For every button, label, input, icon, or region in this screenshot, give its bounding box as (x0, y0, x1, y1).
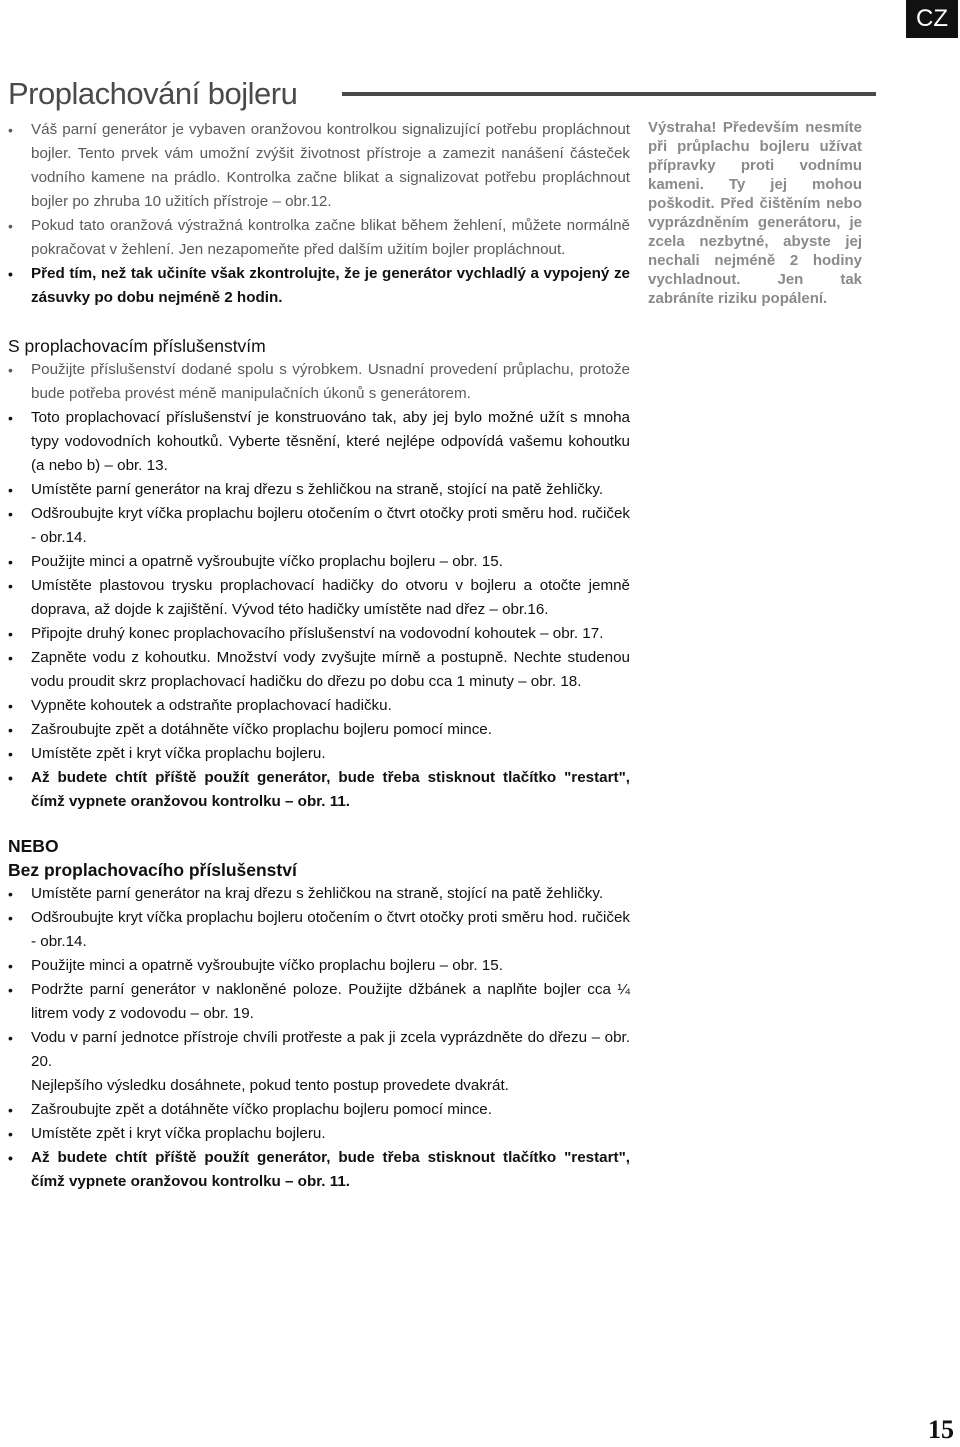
list-item: • Odšroubujte kryt víčka proplachu bojleru otočením o čtvrt otočky proti směru hod. ručiček - obr.14. (8, 502, 630, 550)
main-column (8, 118, 630, 1194)
warning-sidebar: Výstraha! Především nesmíte při průplachu bojleru užívat přípravky proti vodnímu kameni. Ty jej mohou poškodit. Před čištěním nebo vyprázdněním generátoru, je zcela nezbytné, abyste jej nechali nejméně 2 hodiny vychladnout. Jen tak zabráníte riziku popálení. (648, 119, 862, 307)
list-item: • Umístěte plastovou trysku proplachovací hadičky do otvoru v bojleru a otočte jemně doprava, až dojde k zajištění. Vývod této hadičky umístěte nad dřez – obr.16. (8, 574, 630, 622)
list-item: • Připojte druhý konec proplachovacího příslušenství na vodovodní kohoutek – obr. 17. (8, 622, 630, 646)
section-heading-without-accessory: Bez proplachovacího příslušenství (8, 860, 297, 880)
tip-note: Nejlepšího výsledku dosáhnete, pokud tento postup provedete dvakrát. (31, 1077, 509, 1094)
list-item: • Toto proplachovací příslušenství je konstruováno tak, aby jej bylo možné užít s mnoha typy vodovodních kohoutků. Vyberte těsnění, které nejlépe odpovídá vašemu kohoutku (a nebo b) – obr. 13. (8, 406, 630, 478)
language-badge: CZ (906, 0, 958, 38)
list-item: • Umístěte zpět i kryt víčka proplachu bojleru. (8, 742, 630, 766)
title-rule (342, 92, 876, 96)
list-item: • Umístěte parní generátor na kraj dřezu s žehličkou na straně, stojící na patě žehličky. (8, 882, 630, 906)
title-row (8, 76, 876, 116)
section-heading-with-accessory: S proplachovacím příslušenstvím (8, 336, 266, 356)
list-item: • Zašroubujte zpět a dotáhněte víčko proplachu bojleru pomocí mince. (8, 1098, 630, 1122)
list-item: • Použijte minci a opatrně vyšroubujte víčko proplachu bojleru – obr. 15. (8, 954, 630, 978)
or-label: NEBO (8, 836, 59, 856)
list-item: • Použijte minci a opatrně vyšroubujte víčko proplachu bojleru – obr. 15. (8, 550, 630, 574)
section2-list-b (8, 1098, 630, 1194)
intro-item: • Váš parní generátor je vybaven oranžovou kontrolkou signalizující potřebu propláchnout bojler. Tento prvek vám umožní zvýšit životnost přístroje a zamezit nanášení částeček vodního kamene na prádlo. Kontrolka začne blikat a signalizovat potřebu propláchnout bojler po zhruba 10 užitích přístroje – obr.12. (8, 118, 630, 214)
list-item: • Použijte příslušenství dodané spolu s výrobkem. Usnadní provedení průplachu, protože bude potřeba provést méně manipulačních úkonů s generátorem. (8, 358, 630, 406)
list-item: • Vodu v parní jednotce přístroje chvíli protřeste a pak ji zcela vyprázdněte do dřezu – obr. 20. (8, 1026, 630, 1074)
section2-list-a (8, 882, 630, 1074)
intro-item: • Před tím, než tak učiníte však zkontrolujte, že je generátor vychladlý a vypojený ze zásuvky po dobu nejméně 2 hodin. (8, 262, 630, 310)
intro-list (8, 118, 630, 310)
page-number: 15 (928, 1415, 954, 1444)
list-item: • Až budete chtít příště použít generátor, bude třeba stisknout tlačítko "restart", čímž vypnete oranžovou kontrolku – obr. 11. (8, 1146, 630, 1194)
section1-list (8, 358, 630, 814)
list-item: • Vypněte kohoutek a odstraňte proplachovací hadičku. (8, 694, 630, 718)
page-title: Proplachování bojleru (8, 76, 298, 111)
list-item: • Odšroubujte kryt víčka proplachu bojleru otočením o čtvrt otočky proti směru hod. ručiček - obr.14. (8, 906, 630, 954)
intro-item: • Pokud tato oranžová výstražná kontrolka začne blikat během žehlení, můžete normálně pokračovat v žehlení. Jen nezapomeňte před dalším užitím bojler propláchnout. (8, 214, 630, 262)
list-item: • Umístěte parní generátor na kraj dřezu s žehličkou na straně, stojící na patě žehličky. (8, 478, 630, 502)
list-item: • Podržte parní generátor v nakloněné poloze. Použijte džbánek a naplňte bojler cca ¼ litrem vody z vodovodu – obr. 19. (8, 978, 630, 1026)
list-item: • Zapněte vodu z kohoutku. Množství vody zvyšujte mírně a postupně. Nechte studenou vodu proudit skrz proplachovací hadičku do dřezu po dobu cca 1 minuty – obr. 18. (8, 646, 630, 694)
list-item: • Až budete chtít příště použít generátor, bude třeba stisknout tlačítko "restart", čímž vypnete oranžovou kontrolku – obr. 11. (8, 766, 630, 814)
list-item: • Umístěte zpět i kryt víčka proplachu bojleru. (8, 1122, 630, 1146)
list-item: • Zašroubujte zpět a dotáhněte víčko proplachu bojleru pomocí mince. (8, 718, 630, 742)
